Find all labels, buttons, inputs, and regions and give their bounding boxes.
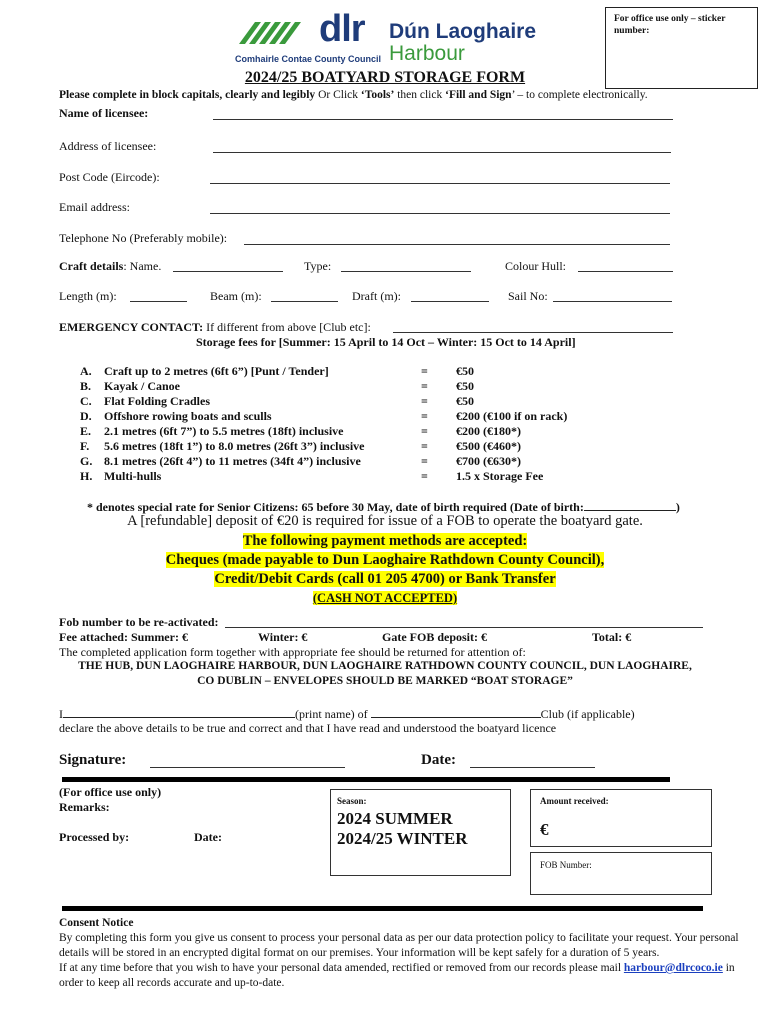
signature-input[interactable]: [150, 767, 345, 768]
fee-summer-label: Fee attached: Summer: €: [59, 630, 188, 644]
consent-p2: If at any time before that you wish to have your personal data amended, rectified or removed from our records please mail harbour@dlrcoco.ie in order to keep all records accurate and up-to-date.: [59, 962, 735, 989]
fee-row: D. Offshore rowing boats and sculls = €200 (€100 if on rack): [80, 409, 568, 423]
fob-reactivated-input[interactable]: [225, 627, 703, 628]
payment-methods: [0, 532, 770, 608]
payment-line2: Cheques (made payable to Dun Laoghaire Rathdown County Council),: [165, 552, 605, 568]
fee-row: E. 2.1 metres (6ft 7”) to 5.5 metres (18ft) inclusive = €200 (€180*): [80, 424, 521, 438]
declaration-i: I: [59, 707, 63, 721]
form-title: 2024/25 BOATYARD STORAGE FORM: [244, 69, 526, 86]
divider-bar-2: [62, 906, 703, 911]
craft-details-row: [59, 259, 161, 274]
office-use-label: (For office use only): [59, 785, 162, 799]
fob-reactivated-label: Fob number to be re-activated:: [59, 615, 219, 629]
emergency-contact-label: EMERGENCY CONTACT:: [59, 320, 204, 334]
instructions: [59, 89, 648, 101]
season-summer: 2024 SUMMER: [337, 809, 453, 828]
fee-row: H. Multi-hulls = 1.5 x Storage Fee: [80, 469, 544, 483]
colour-hull-label: Colour Hull:: [505, 259, 567, 273]
email-label: Email address:: [59, 200, 130, 214]
season-winter: 2024/25 WINTER: [337, 829, 468, 848]
office-date-label: Date:: [194, 830, 222, 844]
instructions-then: then click: [394, 89, 446, 101]
sail-no-input[interactable]: [553, 301, 672, 302]
logo: [233, 10, 563, 70]
date-label: Date:: [421, 752, 456, 768]
payment-line3: Credit/Debit Cards (call 01 205 4700) or Bank Transfer: [214, 571, 556, 587]
post-code-input[interactable]: [210, 183, 670, 184]
logo-council-text: Comhairle Contae County Council: [235, 54, 382, 64]
craft-details-label: Craft details: [59, 259, 124, 273]
instructions-block-caps: Please complete in block capitals, clearly and legibly: [59, 89, 316, 101]
fee-row: C. Flat Folding Cradles = €50: [80, 394, 474, 408]
draft-label: Draft (m):: [352, 289, 401, 303]
telephone-label: Telephone No (Preferably mobile):: [59, 231, 228, 245]
amount-received-label: Amount received:: [540, 796, 609, 806]
length-input[interactable]: [130, 301, 187, 302]
fee-row: F. 5.6 metres (18ft 1”) to 8.0 metres (26ft 3”) inclusive = €500 (€460*): [80, 439, 521, 453]
fees-list: [80, 364, 567, 484]
payment-line1: The following payment methods are accepted:: [242, 533, 528, 549]
payment-line4: (CASH NOT ACCEPTED): [312, 591, 458, 605]
declaration-line2: declare the above details to be true and correct and that I have read and understood the boatyard licence: [59, 721, 557, 735]
season-label: Season:: [337, 796, 367, 806]
senior-note-end: ): [675, 500, 680, 514]
divider-bar: [62, 777, 670, 782]
instructions-tools: ‘Tools’: [360, 89, 395, 101]
declaration-line1: [59, 705, 635, 722]
fee-total-label: Total: €: [592, 630, 632, 644]
beam-label: Beam (m):: [210, 289, 262, 303]
emergency-contact-input[interactable]: [393, 332, 673, 333]
logo-dlr-text: dlr: [319, 8, 365, 50]
print-name-input[interactable]: [63, 705, 295, 718]
instructions-or-click: Or Click: [315, 89, 361, 101]
fob-number-box[interactable]: [530, 852, 712, 895]
office-sticker-label: For office use only – sticker number:: [614, 14, 726, 36]
return-address-line1: THE HUB, DUN LAOGHAIRE HARBOUR, DUN LAOGHAIRE RATHDOWN COUNTY COUNCIL, DUN LAOGHAIRE,: [78, 660, 692, 672]
logo-harbour-line1: Dún Laoghaire: [389, 20, 537, 43]
harbour-email-link[interactable]: harbour@dlrcoco.ie: [623, 962, 723, 974]
euro-symbol: €: [540, 820, 549, 839]
consent-p1: By completing this form you give us consent to process your personal data as per our data protection policy to facilitate your request. Your personal details will be stored in an encrypted digital format on our premises. Your information will be kept safely for a duration of 5 years.: [59, 932, 739, 959]
email-input[interactable]: [210, 213, 670, 214]
address-input[interactable]: [213, 152, 671, 153]
craft-type-label: Type:: [304, 259, 332, 273]
telephone-input[interactable]: [244, 244, 670, 245]
emergency-contact-text: If different from above [Club etc]:: [203, 320, 371, 334]
fee-row: B. Kayak / Canoe = €50: [80, 379, 474, 393]
processed-by-label: Processed by:: [59, 830, 130, 844]
remarks-label: Remarks:: [59, 800, 110, 814]
emergency-contact-row: [59, 320, 371, 335]
fee-winter-label: Winter: €: [258, 630, 308, 644]
club-input[interactable]: [371, 705, 541, 718]
consent-notice: [59, 916, 739, 991]
logo-harbour-line2: Harbour: [389, 42, 465, 65]
fee-gate-label: Gate FOB deposit: €: [382, 630, 487, 644]
instructions-end: ’ – to complete electronically.: [511, 89, 648, 101]
name-of-licensee-label: Name of licensee:: [59, 106, 149, 120]
signature-label: Signature:: [59, 752, 127, 768]
draft-input[interactable]: [411, 301, 489, 302]
craft-name-input[interactable]: [173, 271, 283, 272]
season-box[interactable]: [330, 789, 511, 876]
fee-row: G. 8.1 metres (26ft 4”) to 11 metres (34ft 4”) inclusive = €700 (€630*): [80, 454, 521, 468]
senior-note-text: * denotes special rate for Senior Citizens: 65 before 30 May, date of birth required (Date of birth:: [87, 500, 584, 514]
declaration-print-name: (print name) of: [295, 707, 368, 721]
date-of-birth-input[interactable]: [584, 498, 676, 511]
craft-name-label: : Name.: [123, 259, 162, 273]
return-address-line2: CO DUBLIN – ENVELOPES SHOULD BE MARKED “BOAT STORAGE”: [197, 675, 573, 687]
harbour-waves-icon: [235, 14, 307, 52]
date-input[interactable]: [470, 767, 595, 768]
amount-received-box[interactable]: [530, 789, 712, 847]
fob-number-label: FOB Number:: [540, 860, 592, 870]
storage-fees-heading: Storage fees for [Summer: 15 April to 14 Oct – Winter: 15 Oct to 14 April]: [196, 335, 576, 349]
colour-hull-input[interactable]: [578, 271, 673, 272]
deposit-note: A [refundable] deposit of €20 is required for issue of a FOB to operate the boatyard gate.: [127, 513, 643, 529]
returned-note: The completed application form together with appropriate fee should be returned for attention of:: [59, 645, 526, 659]
declaration-club: Club (if applicable): [540, 707, 635, 721]
address-label: Address of licensee:: [59, 139, 157, 153]
consent-title: Consent Notice: [59, 917, 134, 929]
fee-row: A. Craft up to 2 metres (6ft 6”) [Punt / Tender] = €50: [80, 364, 474, 378]
post-code-label: Post Code (Eircode):: [59, 170, 160, 184]
sail-no-label: Sail No:: [508, 289, 548, 303]
craft-type-input[interactable]: [341, 271, 471, 272]
beam-input[interactable]: [271, 301, 338, 302]
length-label: Length (m):: [59, 289, 117, 303]
instructions-fill-sign: ‘Fill and Sign: [445, 89, 512, 101]
name-of-licensee-input[interactable]: [213, 119, 673, 120]
